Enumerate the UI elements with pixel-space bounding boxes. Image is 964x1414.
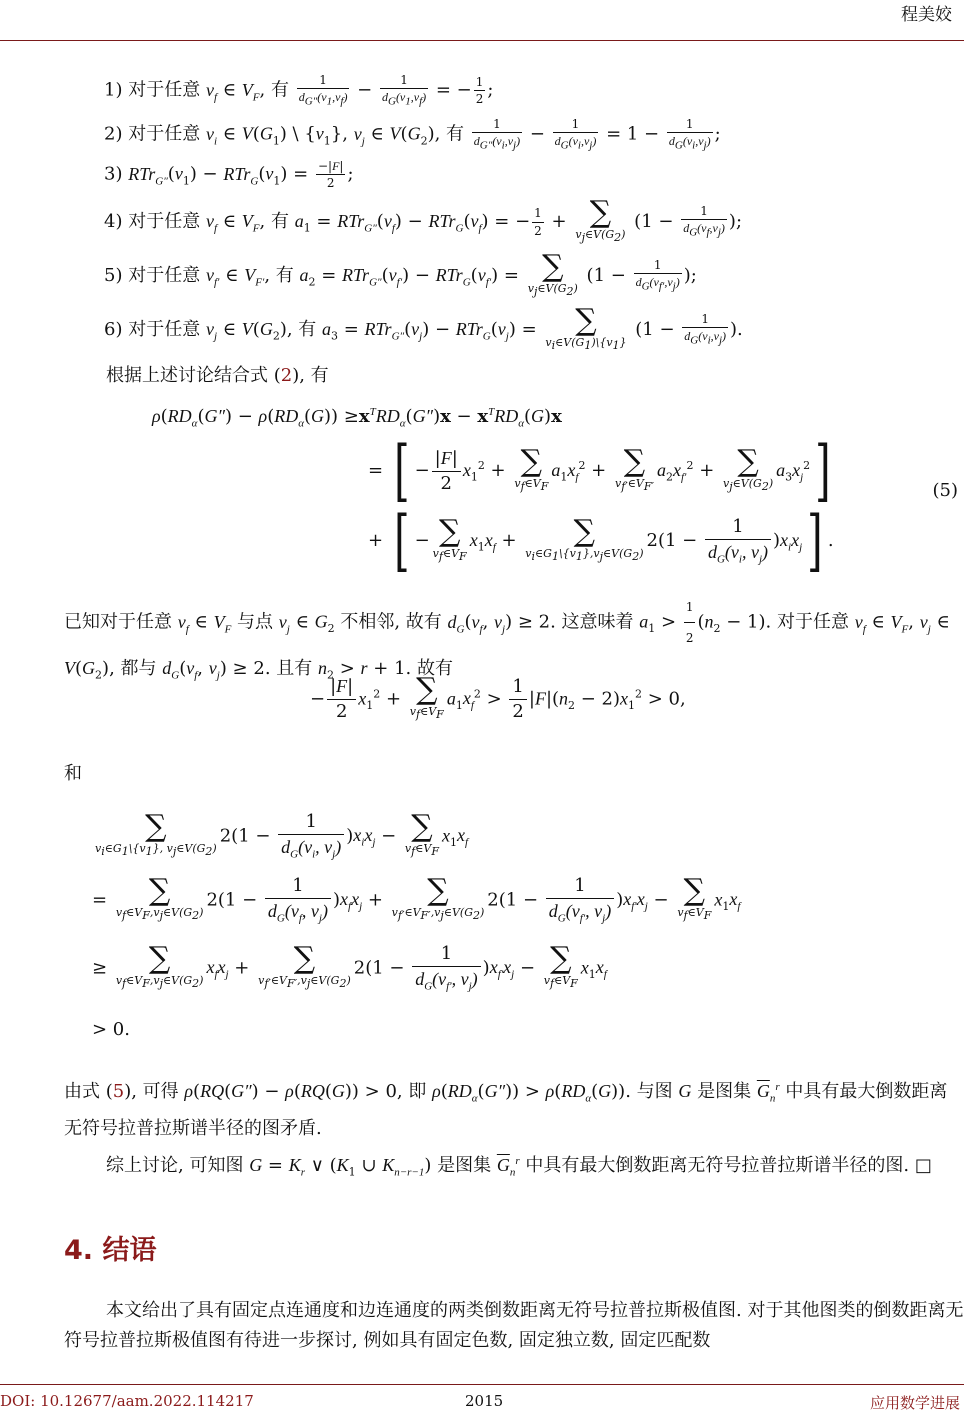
item-4-you: 有 (270, 211, 289, 233)
item-6-you: 有 (298, 319, 317, 341)
from-text-1: 由式 ( (64, 1081, 113, 1102)
equation-number-5: (5) (932, 480, 958, 501)
paragraph-final: 本文给出了具有固定点连通度和边连通度的两类倒数距离无符号拉普拉斯极值图. 对于其他图类的倒数距离无符号拉普拉斯极值图有待进一步探讨, 例如具有固定色数, 固定独立数, 固定匹配数 (64, 1300, 964, 1351)
paragraph-discussion (106, 364, 329, 388)
known-text-5: . 对于任意 (765, 611, 849, 633)
known-text-8: . 故有 (405, 658, 453, 679)
item-4-intro: 4) 对于任意 (104, 211, 201, 233)
inequality-block-line-4: > 0. (92, 1019, 130, 1040)
paragraph-conclusion: 综上讨论, 可知图 $G = K_r$ ∨ ($K_1$ ∪ $K_{n-r-1}$) 是图集 $\overline{G}_n^r$ 中具有最大倒数距离无符号拉普拉斯谱半径的图. □ (106, 1155, 932, 1179)
footer-divider (0, 1384, 964, 1385)
known-text-4: . 这意味着 (550, 611, 634, 633)
equation-ref-2[interactable]: 2 (280, 365, 293, 386)
item-1-you: 有 (270, 79, 289, 101)
paragraph-contradiction: 由式 (5), 可得 ρ(RQ(G″) − ρ(RQ(G)) > 0, 即 $\rho(RD_\alpha(G'')) > \rho(RD_\alpha(G))$. 与图 G 是图集 $\overline{G}_n^r$ 中具有最大倒数距离无符号拉普拉斯谱半径的图矛盾. (64, 1081, 948, 1139)
discussion-text-a: 根据上述讨论结合式 ( (106, 365, 281, 386)
equation-5-line-3: + [ − ∑ $v_f\in V_F$ $x_1x_f$ + ∑ $v_i\in G_1\backslash\{v_1\},v_j\in V(G_2)$ 2(1 − $\frac{1}{d_G(v_i, v_j)}$ )$x_ix_j$] . (368, 502, 834, 579)
equation-ref-5[interactable]: 5 (112, 1081, 125, 1102)
qed-symbol: □ (914, 1155, 932, 1176)
item-2-you: 有 (446, 123, 465, 145)
inequality-block-line-2: = ∑ $v_f\in V_F,v_j\in V(G_2)$ 2(1 − $\frac{1}{d_G(v_f, v_j)}$ )$x_fx_j$ + ∑ $v_{f'}\in V_{F'},v_j\in V(G_2)$ 2(1 − $\frac{1}{d_G(v_{f'}, v_j)}$ )$x_{f'}x_j$ − ∑ $v_f\in V_F$ $x_1x_f$ (92, 873, 741, 925)
paragraph-known: 已知对于任意 $v_f$ ∈ $V_F$ 与点 $v_j$ ∈ $G_2$ 不相邻, 故有 $d_G(v_f$, $v_j) \ge 2$. 这意味着 $a_1$ > $\frac{1}{2}$ $(n_2 - 1)$. 对于任意 $v_f$ ∈ $V_F$, $v_j$ ∈ $V(G_2)$, 都与 $d_G(v_f$, $v_j) \ge 2$. 且有 $n_2 > r + 1$. 故有 (64, 592, 964, 691)
known-text-6: , 都与 (109, 658, 157, 679)
list-item-2: 2) 对于任意 $v_i$ ∈ $V(G_1)$ \ $\{v_1\}$, $v_j$ ∈ $V(G_2)$, 有 $\frac{1}{d_{G''}(v_i,v_j)}$ − $\frac{1}{d_G(v_i,v_j)}$ = 1 − $\frac{1}{d_G(v_i,v_j)}$ ; (104, 117, 721, 152)
equation-5-line-1: $\rho(RD_\alpha(G'') - \rho(RD_\alpha(G)) \ge x^TRD_\alpha(G'')x - x^TRD_\alpha(G)x$ (152, 406, 562, 430)
item-5-intro: 5) 对于任意 (104, 265, 201, 287)
inequality-block-line-3: ≥ ∑ $v_f\in V_F,v_j\in V(G_2)$ $x_fx_j$ + ∑ $v_{f'}\in V_{F'},v_j\in V(G_2)$ 2(1 − $\frac{1}{d_G(v_{f'}, v_j)}$ )$x_{f'}x_j$ − ∑ $v_f\in V_F$ $x_1x_f$ (92, 941, 607, 993)
list-item-4: 4) 对于任意 $v_f$ ∈ $V_F$, 有 $a_1 = RTr_{G''}(v_f) - RTr_G(v_f)$ = − $\frac{1}{2}$ + ∑ $v_j\in V(G_2)$ (1 − $\frac{1}{d_G(v_f,v_j)}$ ); (104, 195, 743, 245)
known-text-1: 已知对于任意 (64, 611, 172, 633)
conjunction-he: 和 (64, 763, 82, 784)
conclusion-text-1: 综上讨论, 可知图 (106, 1155, 244, 1176)
page-number: 2015 (465, 1392, 504, 1410)
item-2-intro: 2) 对于任意 (104, 123, 201, 145)
item-6-intro: 6) 对于任意 (104, 319, 201, 341)
list-item-5: 5) 对于任意 $v_{f'}$ ∈ $V_{F'}$, 有 $a_2 = RTr_{G''}(v_{f'}) - RTr_G(v_{f'})$ = ∑ $v_j\in V(G_2)$ (1 − $\frac{1}{d_G(v_{f'},v_j)}$ ); (104, 249, 697, 299)
conclusion-text-2: 是图集 (437, 1155, 492, 1176)
discussion-text-b: ), 有 (292, 365, 329, 386)
footer-doi[interactable]: DOI: 10.12677/aam.2022.114217 (0, 1392, 254, 1410)
conclusion-text-3: 中具有最大倒数距离无符号拉普拉斯谱半径的图. (525, 1155, 910, 1176)
from-text-6: 中具有最大倒数距离无符号拉普拉斯谱半径的图矛盾. (64, 1081, 948, 1139)
from-text-5: 是图集 (697, 1081, 752, 1102)
inequality-display-1: − $\frac{|F|}{2}$ $x_1^2$ + ∑ $v_f\in V_F$ $a_1x_f^2$ > $\frac{1}{2}$ $|F|(n_2 - 2)x_1^2 > 0$, (310, 672, 686, 723)
inequality-block-line-1: ∑ $v_i\in G_1\backslash\{v_1\}$, $v_j\in V(G_2)$ 2(1 − $\frac{1}{d_G(v_i, v_j)}$ )$x_ix_j$ − ∑ $v_f\in V_F$ $x_1x_f$ (95, 809, 469, 861)
header-author: 程美姣 (901, 5, 952, 25)
item-3-intro: 3) (104, 163, 123, 185)
from-text-4: . 与图 (625, 1081, 673, 1102)
header-divider (0, 40, 964, 41)
footer-journal[interactable]: 应用数学进展 (869, 1394, 960, 1412)
item-1-intro: 1) 对于任意 (104, 79, 201, 101)
section-title-conclusion: 4. 结语 (64, 1235, 157, 1266)
from-text-3: , 即 (396, 1081, 427, 1102)
item-5-you: 有 (275, 265, 294, 287)
known-text-3: 不相邻, 故有 (340, 611, 442, 633)
known-text-2: 与点 (237, 611, 274, 633)
list-item-6: 6) 对于任意 $v_j$ ∈ $V(G_2)$, 有 $a_3 = RTr_{G''}(v_j) - RTr_G(v_j)$ = ∑ $v_i\in V(G_1)\backslash\{v_1\}$ (1 − $\frac{1}{d_G(v_i,v_j)}$ ). (104, 303, 743, 353)
from-text-2: ), 可得 (124, 1081, 179, 1102)
list-item-1: 1) 对于任意 $v_f$ ∈ $V_F$, 有 $\frac{1}{d_{G''}(v_1,v_f)}$ − $\frac{1}{d_G(v_1,v_f)}$ = − $\frac{1}{2}$ ; (104, 73, 494, 108)
list-item-3: 3) $RTr_{G''}(v_1) - RTr_G(v_1)$ = $\frac{-|F|}{2}$ ; (104, 159, 354, 191)
equation-5-line-2: = [ − $\frac{|F|}{2}$ $x_1^2$ + ∑ $v_f\in V_F$ $a_1x_f^2$ + ∑ $v_{f'}\in V_{F'}$ $a_2x_{f'}^2$ + ∑ $v_j\in V(G_2)$ $a_3x_j^2$] (368, 432, 831, 509)
known-text-7: . 且有 (264, 658, 313, 679)
